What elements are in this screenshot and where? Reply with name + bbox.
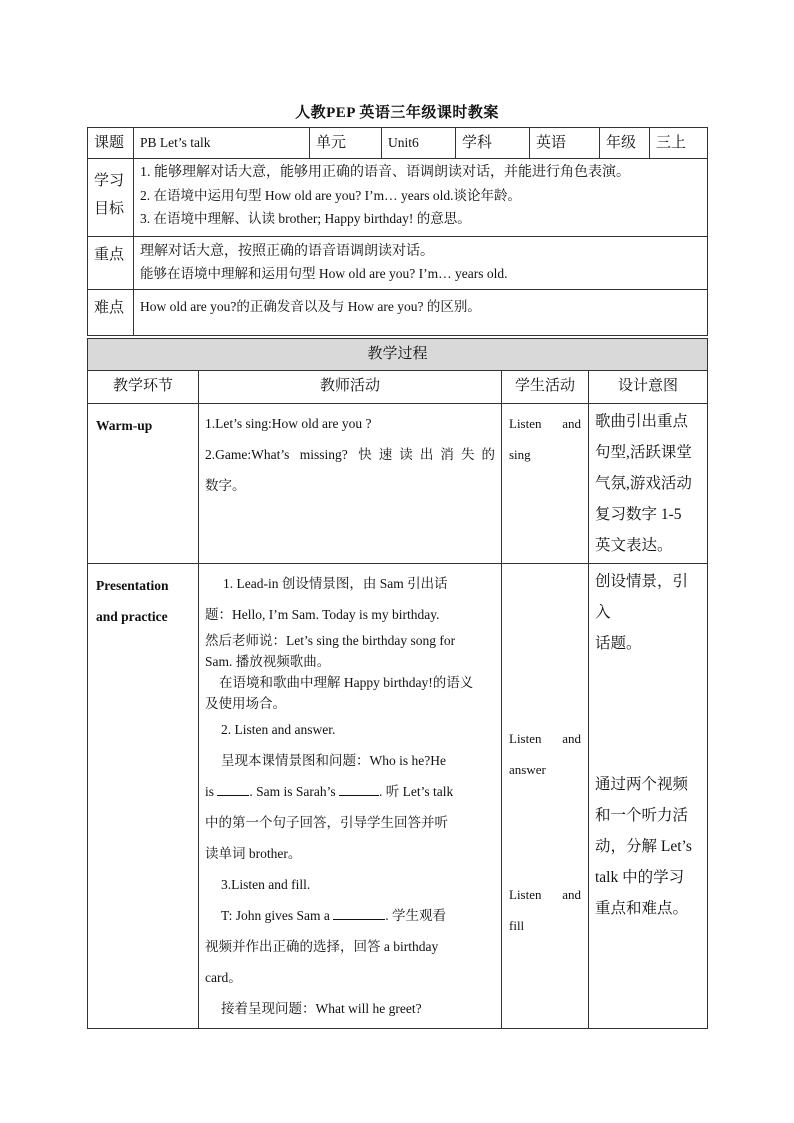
presentation-line-13b: . 学生观看 <box>385 908 446 923</box>
unit-label: 单元 <box>310 128 382 159</box>
presentation-line-11: 读单词 brother。 <box>205 846 302 861</box>
goals-label <box>88 159 134 237</box>
answer-blank-3[interactable] <box>333 907 385 920</box>
key-point-2: 能够在语境中理解和运用句型 How old are you? I’m… years old. <box>140 266 508 281</box>
presentation-line-9 <box>205 776 495 807</box>
presentation-line-13 <box>205 900 495 931</box>
warmup-intent-line4: 复习数字 1-5 <box>595 506 682 523</box>
presentation-intent-2-line2: 和一个听力活 <box>595 807 689 824</box>
warmup-student-line1 <box>509 408 581 439</box>
goals-content <box>134 159 708 237</box>
presentation-line-6: 及使用场合。 <box>205 696 286 711</box>
presentation-line-7: 2. Listen and answer. <box>221 722 336 737</box>
presentation-student <box>502 564 589 1029</box>
presentation-line-14: 视频并作出正确的选择，回答 a birthday <box>205 939 439 954</box>
presentation-intent-2-line4: talk 中的学习 <box>595 869 685 886</box>
goal-item-3: 3. 在语境中理解、认读 brother; Happy birthday! 的意思。 <box>140 211 471 226</box>
warmup-student <box>502 404 589 564</box>
warmup-intent <box>589 404 708 564</box>
answer-blank-1[interactable] <box>217 783 249 796</box>
warmup-intent-line1: 歌曲引出重点 <box>595 413 689 430</box>
answer-blank-2[interactable] <box>339 783 379 796</box>
header-intent: 设计意图 <box>589 371 708 404</box>
presentation-line-10: 中的第一个句子回答，引导学生回答并听 <box>205 815 448 830</box>
presentation-student-a-word2: and <box>562 731 581 746</box>
presentation-intent <box>589 564 708 1029</box>
presentation-student-b-line1 <box>509 879 581 910</box>
warmup-student-word1: Listen <box>509 416 542 431</box>
presentation-line-4: Sam. 播放视频歌曲。 <box>205 654 331 669</box>
presentation-stage-line2: and practice <box>96 609 168 624</box>
course-label: 学科 <box>456 128 530 159</box>
presentation-line-9c: . 听 Let’s talk <box>379 784 454 799</box>
header-stage: 教学环节 <box>88 371 199 404</box>
warmup-student-word2: and <box>562 416 581 431</box>
presentation-student-spacer <box>509 568 581 723</box>
key-point-1: 理解对话大意，按照正确的语音语调朗读对话。 <box>140 244 434 259</box>
process-table <box>87 338 708 1029</box>
presentation-line-16: 接着呈现问题：What will he greet? <box>221 1001 422 1016</box>
presentation-line-15: card。 <box>205 970 242 985</box>
presentation-intent-spacer <box>595 659 701 769</box>
grade-label: 年级 <box>600 128 650 159</box>
presentation-line-12: 3.Listen and fill. <box>221 877 311 892</box>
unit-value: Unit6 <box>382 128 456 159</box>
presentation-stage <box>88 564 199 1029</box>
presentation-student-b-word1: Listen <box>509 887 542 902</box>
presentation-line-1: 1. Lead-in 创设情景图，由 Sam 引出话 <box>223 576 448 591</box>
presentation-intent-2-line5: 重点和难点。 <box>595 900 689 917</box>
warmup-intent-line5: 英文表达。 <box>595 537 673 554</box>
warmup-teacher-line2: 2.Game:What’s missing? 快速读出消失的 <box>205 447 495 462</box>
presentation-student-a-word3: answer <box>509 762 546 777</box>
warmup-intent-line3: 气氛,游戏活动 <box>595 475 692 492</box>
presentation-line-9b: . Sam is Sarah’s <box>249 784 340 799</box>
warmup-teacher-line3: 数字。 <box>205 478 246 493</box>
presentation-intent-1-line2: 话题。 <box>595 635 642 652</box>
presentation-line-2: 题：Hello, I’m Sam. Today is my birthday. <box>205 607 440 622</box>
presentation-student-b-word3: fill <box>509 918 525 933</box>
presentation-line-3: 然后老师说：Let’s sing the birthday song for <box>205 633 456 648</box>
presentation-line-9a: is <box>205 784 218 799</box>
process-section-title: 教学过程 <box>88 339 708 371</box>
presentation-student-b-word2: and <box>562 887 581 902</box>
difficulty-label: 难点 <box>88 290 134 336</box>
presentation-stage-line1: Presentation <box>96 578 169 593</box>
goal-item-1: 1. 能够理解对话大意，能够用正确的语音、语调朗读对话，并能进行角色表演。 <box>140 165 630 180</box>
header-student: 学生活动 <box>502 371 589 404</box>
goal-item-2: 2. 在语境中运用句型 How old are you? I’m… years old.谈论年龄。 <box>140 188 521 203</box>
presentation-intent-2-line3: 动，分解 Let’s <box>595 838 692 855</box>
presentation-line-13a: T: John gives Sam a <box>221 908 334 923</box>
page-title: 人教PEP 英语三年级课时教案 <box>295 105 499 121</box>
course-value: 英语 <box>530 128 600 159</box>
lesson-info-table <box>87 127 708 336</box>
presentation-line-8: 呈现本课情景图和问题：Who is he?He <box>221 753 446 768</box>
grade-value: 三上 <box>650 128 708 159</box>
goals-label-line2: 目标 <box>94 201 125 217</box>
presentation-student-spacer-2 <box>509 785 581 879</box>
subject-label: 课题 <box>88 128 134 159</box>
presentation-intent-2-line1: 通过两个视频 <box>595 776 689 793</box>
warmup-stage: Warm-up <box>88 404 199 564</box>
goals-label-line1: 学习 <box>94 173 125 189</box>
key-points-content <box>134 237 708 290</box>
key-points-label: 重点 <box>88 237 134 290</box>
warmup-intent-line2: 句型,活跃课堂 <box>595 444 692 461</box>
subject-value: PB Let’s talk <box>134 128 310 159</box>
header-teacher: 教师活动 <box>199 371 502 404</box>
difficulty-content: How old are you?的正确发音以及与 How are you? 的区别。 <box>134 290 708 336</box>
warmup-teacher-line1: 1.Let’s sing:How old are you ? <box>205 416 372 431</box>
presentation-line-5: 在语境和歌曲中理解 Happy birthday!的语义 <box>219 675 474 690</box>
presentation-intent-1-line1: 创设情景，引入 <box>595 573 689 621</box>
warmup-teacher <box>199 404 502 564</box>
presentation-teacher <box>199 564 502 1029</box>
presentation-student-a-word1: Listen <box>509 731 542 746</box>
warmup-student-word3: sing <box>509 447 531 462</box>
presentation-student-a-line1 <box>509 723 581 754</box>
